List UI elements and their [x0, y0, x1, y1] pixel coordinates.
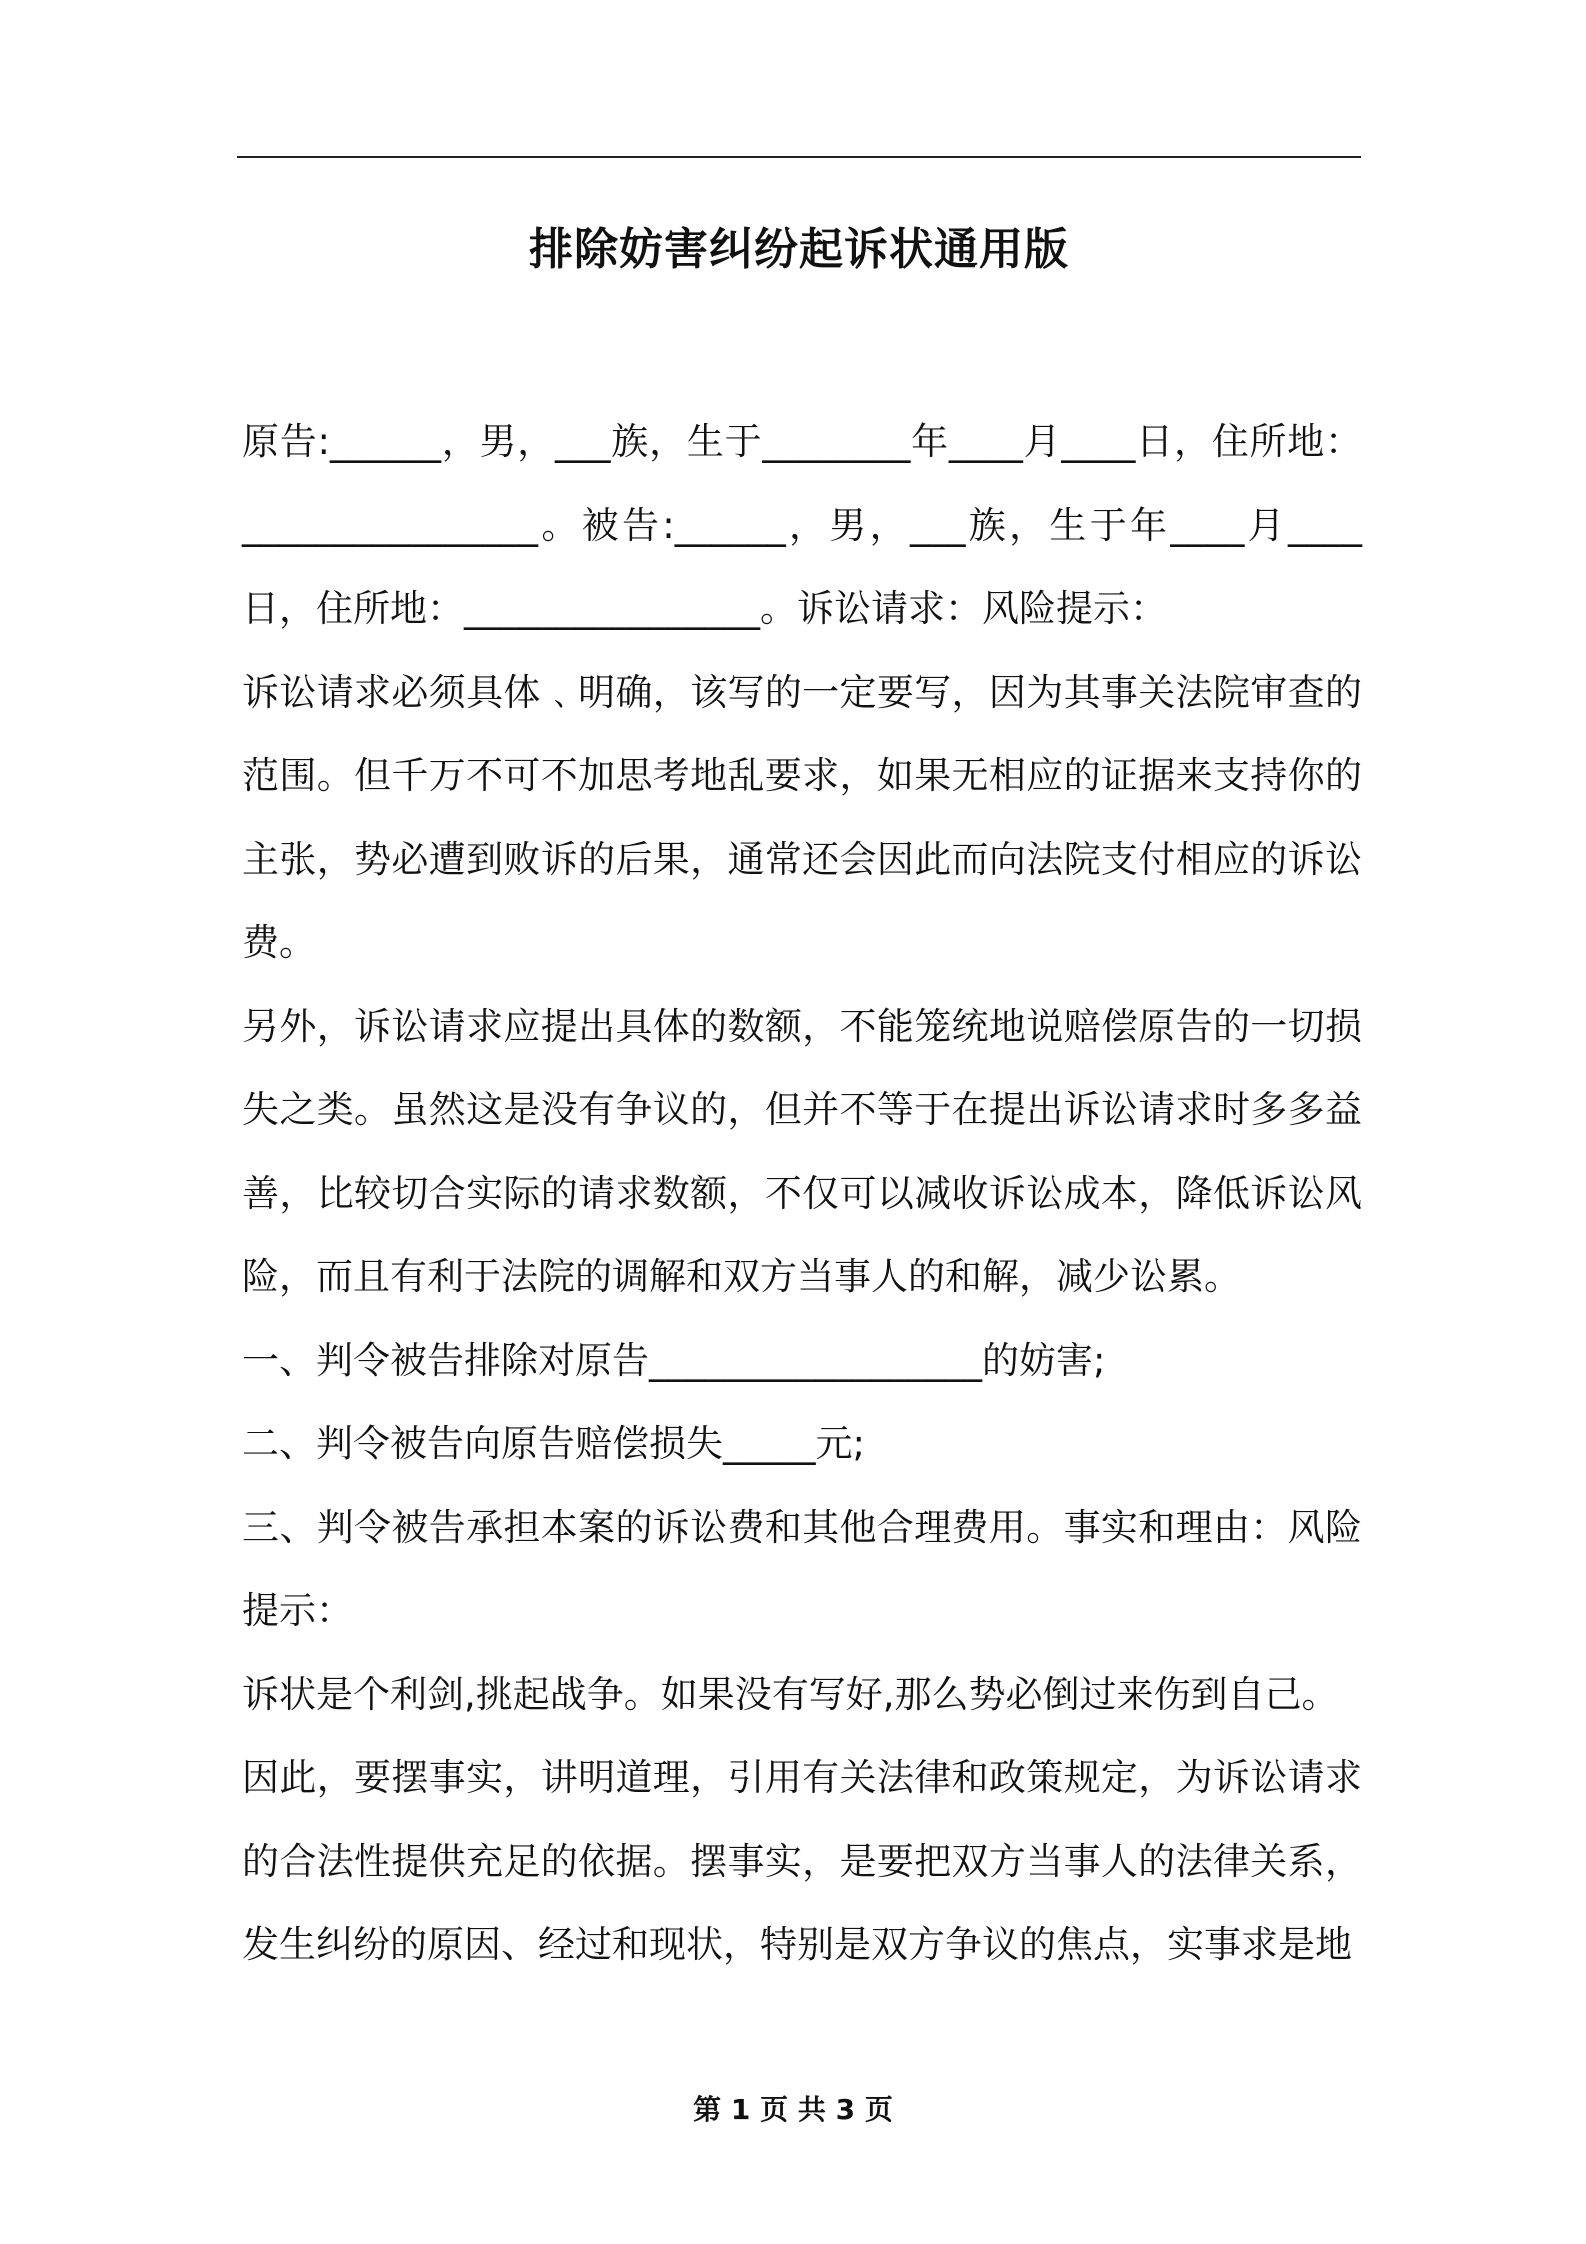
document-title: 排除妨害纠纷起诉状通用版: [529, 224, 1069, 275]
paragraph-claim-requirements: 诉讼请求必须具体﹑明确，该写的一定要写，因为其事关法院审查的范围。但千万不可不加思考地乱要求，如果无相应的证据来支持你的主张，势必遭到败诉的后果，通常还会因此而向法院支付相应的诉讼费。: [242, 670, 1362, 964]
paragraph-complaint-warning: 诉状是个利剑,挑起战争。如果没有写好,那么势必倒过来伤到自己。: [242, 1672, 1339, 1716]
document-body: [242, 400, 1362, 1987]
paragraph-claim-1: 一、判令被告排除对原告__________________的妨害;: [242, 1338, 1106, 1382]
paragraph-facts: 因此，要摆事实，讲明道理，引用有关法律和政策规定，为诉讼请求的合法性提供充足的依据。摆事实，是要把双方当事人的法律关系，发生纠纷的原因、经过和现状，特别是双方争议的焦点，实事求是地: [242, 1756, 1362, 1966]
paragraph-claim-3: 三、判令被告承担本案的诉讼费和其他合理费用。事实和理由：风险提示：: [242, 1505, 1362, 1632]
header-rule: [237, 156, 1361, 158]
paragraph-parties: 原告:______，男，___族，生于________年____月____日，住所地：________________。被告:______，男，___族，生于年____月____日，住所地：________________。诉讼请求：风险提示：: [242, 420, 1362, 630]
paragraph-claim-amount: 另外，诉讼请求应提出具体的数额，不能笼统地说赔偿原告的一切损失之类。虽然这是没有争议的，但并不等于在提出诉讼请求时多多益善，比较切合实际的请求数额，不仅可以减收诉讼成本，降低诉讼风险，而且有利于法院的调解和双方当事人的和解，减少讼累。: [242, 1004, 1362, 1298]
paragraph-claim-2: 二、判令被告向原告赔偿损失_____元;: [242, 1422, 865, 1465]
page-number: 第 1 页 共 3 页: [693, 2093, 893, 2126]
